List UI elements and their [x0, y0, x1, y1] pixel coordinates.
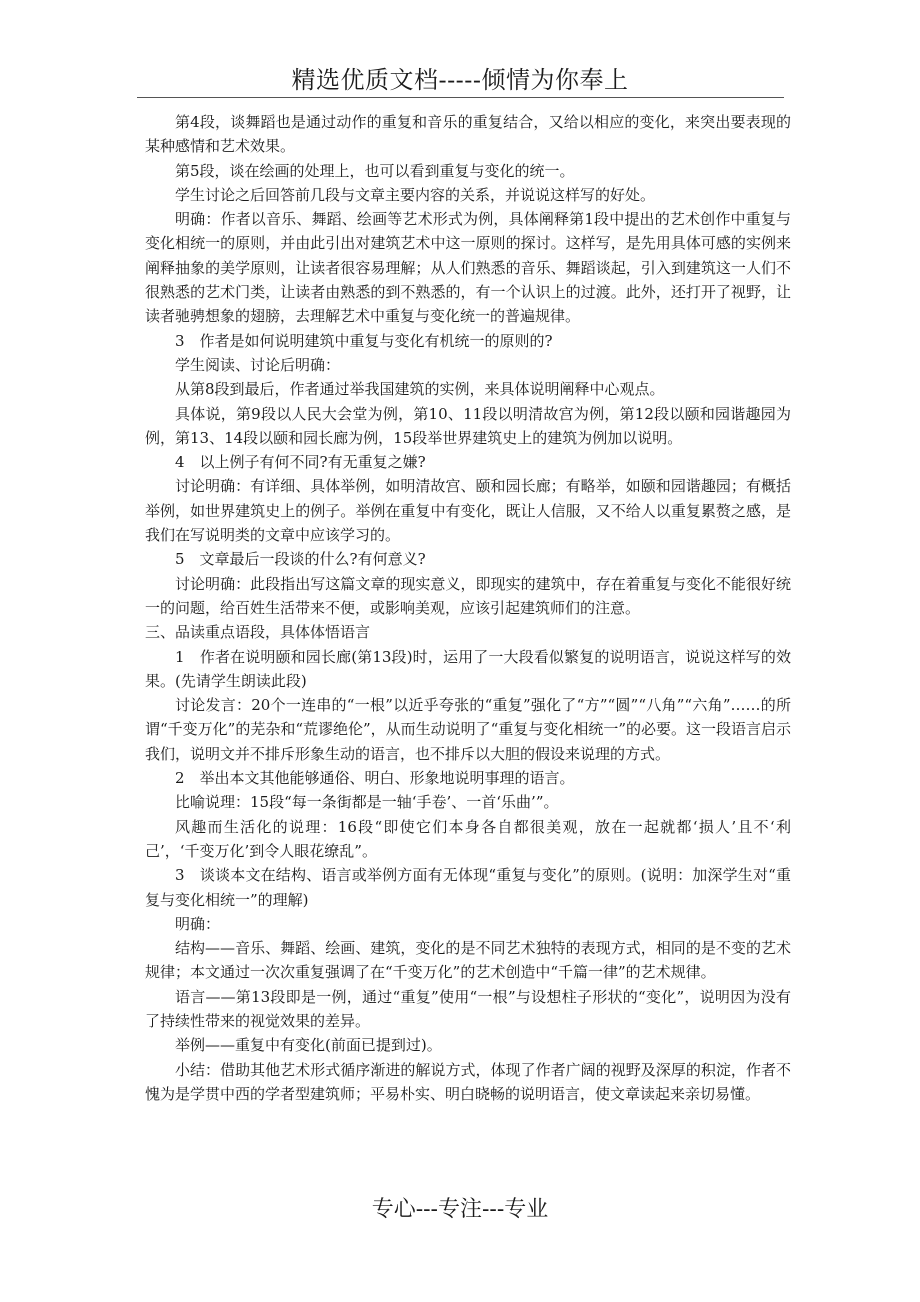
paragraph: 举例——重复中有变化(前面已提到过)。 [175, 1036, 442, 1055]
paragraph: 比喻说理：15段“每一条街都是一轴‘手卷’、一首‘乐曲’”。 [175, 793, 559, 812]
paragraph: 讨论明确：此段指出写这篇文章的现实意义，即现实的建筑中，存在着重复与变化不能很好统一的问题，给百姓生活带来不便，或影响美观，应该引起建筑师们的注意。 [145, 574, 791, 617]
paragraph: 小结：借助其他艺术形式循序渐进的解说方式，体现了作者广阔的视野及深厚的积淀，作者不愧为是学贯中西的学者型建筑师；平易朴实、明白晓畅的说明语言，使文章读起来亲切易懂。 [145, 1060, 791, 1103]
paragraph: 语言——第13段即是一例，通过“重复”使用“一根”与设想柱子形状的“变化”，说明因为没有了持续性带来的视觉效果的差异。 [145, 987, 791, 1030]
paragraph: 讨论发言：20个一连串的“一根”以近乎夸张的“重复”强化了“方”“圆”“八角”“六角”……的所谓“千变万化”的芜杂和“荒谬绝伦”，从而生动说明了“重复与变化相统一”的必要。这一段语言启示我们，说明文并不排斥形象生动的语言，也不排斥以大胆的假设来说理的方式。 [145, 696, 792, 763]
paragraph: 学生阅读、讨论后明确： [175, 355, 341, 374]
paragraph: 明确： [175, 914, 221, 933]
document-body [145, 110, 791, 1106]
paragraph: 讨论明确：有详细、具体举例，如明清故宫、颐和园长廊；有略举，如颐和园谐趣园；有概括举例，如世界建筑史上的例子。举例在重复中有变化，既让人信服，又不给人以重复累赘之感，是我们在写说明类的文章中应该学习的。 [145, 477, 791, 545]
paragraph: 第4段，谈舞蹈也是通过动作的重复和音乐的重复结合，又给以相应的变化，来突出要表现的某种感情和艺术效果。 [145, 113, 791, 156]
paragraph: 从第8段到最后，作者通过举我国建筑的实例，来具体说明阐释中心观点。 [175, 380, 665, 399]
paragraph: 3 作者是如何说明建筑中重复与变化有机统一的原则的? [175, 331, 553, 350]
paragraph: 4 以上例子有何不同?有无重复之嫌? [175, 453, 426, 472]
header-divider [137, 97, 784, 98]
paragraph: 5 文章最后一段谈的什么?有何意义? [175, 550, 426, 569]
paragraph: 结构——音乐、舞蹈、绘画、建筑，变化的是不同艺术独特的表现方式，相同的是不变的艺术规律；本文通过一次次重复强调了在“千变万化”的艺术创造中“千篇一律”的艺术规律。 [145, 939, 791, 982]
paragraph: 2 举出本文其他能够通俗、明白、形象地说明事理的语言。 [175, 769, 575, 788]
paragraph: 明确：作者以音乐、舞蹈、绘画等艺术形式为例，具体阐释第1段中提出的艺术创作中重复与变化相统一的原则，并由此引出对建筑艺术中这一原则的探讨。这样写，是先用具体可感的实例来阐释抽象的美学原则，让读者很容易理解；从人们熟悉的音乐、舞蹈谈起，引入到建筑这一人们不很熟悉的艺术门类，让读者由熟悉的到不熟悉的，有一个认识上的过渡。此外，还打开了视野，让读者驰骋想象的翅膀，去理解艺术中重复与变化统一的普遍规律。 [145, 210, 791, 326]
page-footer: 专心---专注---专业 [371, 1197, 549, 1222]
paragraph: 1 作者在说明颐和园长廊(第13段)时，运用了一大段看似繁复的说明语言，说说这样写的效果。(先请学生朗读此段) [145, 647, 791, 690]
paragraph: 3 谈谈本文在结构、语言或举例方面有无体现“重复与变化”的原则。(说明：加深学生对“重复与变化相统一”的理解) [145, 866, 791, 909]
paragraph: 学生讨论之后回答前几段与文章主要内容的关系，并说说这样写的好处。 [175, 185, 656, 204]
paragraph: 第5段，谈在绘画的处理上，也可以看到重复与变化的统一。 [175, 161, 575, 180]
paragraph: 三、品读重点语段，具体体悟语言 [145, 623, 371, 642]
paragraph: 风趣而生活化的说理：16段“即使它们本身各自都很美观，放在一起就都‘损人’且不‘利己’，‘千变万化’到令人眼花缭乱”。 [145, 817, 791, 860]
paragraph: 具体说，第9段以人民大会堂为例，第10、11段以明清故宫为例，第12段以颐和园谐趣园为例，第13、14段以颐和园长廊为例，15段举世界建筑史上的建筑为例加以说明。 [145, 404, 791, 447]
page-header: 精选优质文档-----倾情为你奉上 [291, 66, 629, 94]
